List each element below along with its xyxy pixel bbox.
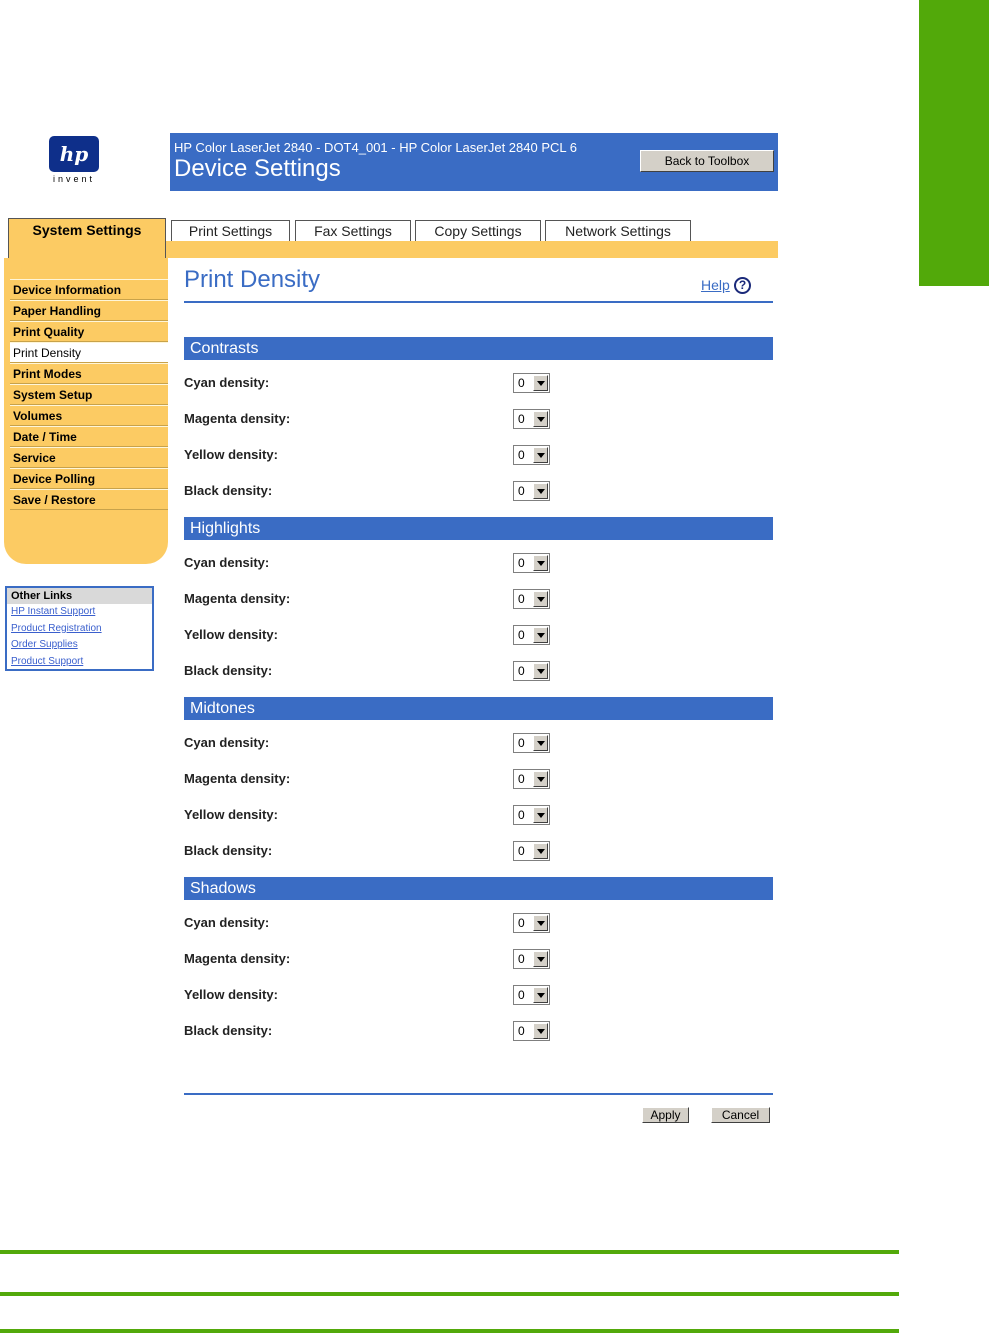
highlights-magenta-select[interactable] bbox=[513, 589, 550, 609]
dropdown-arrow-icon[interactable] bbox=[533, 483, 548, 499]
shadows-cyan-label: Cyan density: bbox=[184, 915, 270, 930]
midtones-black-select[interactable] bbox=[513, 841, 550, 861]
shadows-magenta-select[interactable] bbox=[513, 949, 550, 969]
section-shadows: Shadows bbox=[184, 877, 773, 900]
select-value: 0 bbox=[518, 772, 525, 786]
hp-logo bbox=[48, 136, 100, 184]
tab-copy-settings[interactable]: Copy Settings bbox=[415, 220, 541, 241]
dropdown-arrow-icon[interactable] bbox=[533, 447, 548, 463]
chapter-tab bbox=[919, 0, 989, 286]
select-value: 0 bbox=[518, 592, 525, 606]
tab-fax-settings[interactable]: Fax Settings bbox=[295, 220, 411, 241]
hp-logo-icon: hp bbox=[49, 136, 99, 172]
sidebar-item-device-information[interactable]: Device Information bbox=[10, 279, 168, 300]
select-value: 0 bbox=[518, 916, 525, 930]
dropdown-arrow-icon[interactable] bbox=[533, 627, 548, 643]
dropdown-arrow-icon[interactable] bbox=[533, 1023, 548, 1039]
midtones-magenta-select[interactable] bbox=[513, 769, 550, 789]
footer-divider bbox=[184, 1093, 773, 1095]
page-rule-bottom bbox=[0, 1329, 899, 1333]
midtones-black-label: Black density: bbox=[184, 843, 273, 858]
shadows-black-label: Black density: bbox=[184, 1023, 273, 1038]
contrasts-magenta-label: Magenta density: bbox=[184, 411, 291, 426]
page-rule-middle bbox=[0, 1292, 899, 1296]
sidebar-item-volumes[interactable]: Volumes bbox=[10, 405, 168, 426]
dropdown-arrow-icon[interactable] bbox=[533, 411, 548, 427]
shadows-cyan-select[interactable] bbox=[513, 913, 550, 933]
midtones-cyan-label: Cyan density: bbox=[184, 735, 270, 750]
shadows-magenta-label: Magenta density: bbox=[184, 951, 291, 966]
dropdown-arrow-icon[interactable] bbox=[533, 843, 548, 859]
back-to-toolbox-button[interactable]: Back to Toolbox bbox=[640, 150, 774, 172]
dropdown-arrow-icon[interactable] bbox=[533, 375, 548, 391]
shadows-black-select[interactable] bbox=[513, 1021, 550, 1041]
other-links-box bbox=[5, 586, 154, 671]
highlights-magenta-label: Magenta density: bbox=[184, 591, 291, 606]
midtones-yellow-label: Yellow density: bbox=[184, 807, 278, 822]
sidebar-item-system-setup[interactable]: System Setup bbox=[10, 384, 168, 405]
highlights-black-label: Black density: bbox=[184, 663, 273, 678]
select-value: 0 bbox=[518, 484, 525, 498]
dropdown-arrow-icon[interactable] bbox=[533, 915, 548, 931]
select-value: 0 bbox=[518, 988, 525, 1002]
section-contrasts: Contrasts bbox=[184, 337, 773, 360]
sidebar-item-service[interactable]: Service bbox=[10, 447, 168, 468]
device-name: HP Color LaserJet 2840 - DOT4_001 - HP Color LaserJet 2840 PCL 6 bbox=[174, 140, 577, 155]
select-value: 0 bbox=[518, 628, 525, 642]
contrasts-cyan-select[interactable] bbox=[513, 373, 550, 393]
select-value: 0 bbox=[518, 412, 525, 426]
select-value: 0 bbox=[518, 808, 525, 822]
dropdown-arrow-icon[interactable] bbox=[533, 987, 548, 1003]
contrasts-black-select[interactable] bbox=[513, 481, 550, 501]
midtones-cyan-select[interactable] bbox=[513, 733, 550, 753]
contrasts-yellow-select[interactable] bbox=[513, 445, 550, 465]
highlights-yellow-select[interactable] bbox=[513, 625, 550, 645]
other-links-title: Other Links bbox=[7, 588, 152, 604]
select-value: 0 bbox=[518, 664, 525, 678]
dropdown-arrow-icon[interactable] bbox=[533, 951, 548, 967]
tab-network-settings[interactable]: Network Settings bbox=[545, 220, 691, 241]
tab-system-settings[interactable]: System Settings bbox=[8, 218, 166, 258]
sidebar-item-print-density[interactable]: Print Density bbox=[10, 342, 168, 363]
sidebar-item-device-polling[interactable]: Device Polling bbox=[10, 468, 168, 489]
select-value: 0 bbox=[518, 952, 525, 966]
dropdown-arrow-icon[interactable] bbox=[533, 663, 548, 679]
dropdown-arrow-icon[interactable] bbox=[533, 735, 548, 751]
midtones-yellow-select[interactable] bbox=[513, 805, 550, 825]
highlights-cyan-select[interactable] bbox=[513, 553, 550, 573]
select-value: 0 bbox=[518, 1024, 525, 1038]
highlights-black-select[interactable] bbox=[513, 661, 550, 681]
contrasts-black-label: Black density: bbox=[184, 483, 273, 498]
tab-bar bbox=[0, 218, 778, 258]
select-value: 0 bbox=[518, 844, 525, 858]
logo-tagline: invent bbox=[52, 174, 96, 184]
contrasts-cyan-label: Cyan density: bbox=[184, 375, 270, 390]
highlights-yellow-label: Yellow density: bbox=[184, 627, 278, 642]
header-title: Device Settings bbox=[174, 155, 341, 182]
select-value: 0 bbox=[518, 448, 525, 462]
select-value: 0 bbox=[518, 736, 525, 750]
midtones-magenta-label: Magenta density: bbox=[184, 771, 291, 786]
sidebar-item-print-modes[interactable]: Print Modes bbox=[10, 363, 168, 384]
dropdown-arrow-icon[interactable] bbox=[533, 807, 548, 823]
help-link[interactable]: Help bbox=[701, 277, 730, 293]
shadows-yellow-label: Yellow density: bbox=[184, 987, 278, 1002]
select-value: 0 bbox=[518, 556, 525, 570]
apply-button[interactable]: Apply bbox=[642, 1107, 689, 1123]
sidebar-nav bbox=[10, 279, 168, 510]
select-value: 0 bbox=[518, 376, 525, 390]
dropdown-arrow-icon[interactable] bbox=[533, 591, 548, 607]
contrasts-yellow-label: Yellow density: bbox=[184, 447, 278, 462]
contrasts-magenta-select[interactable] bbox=[513, 409, 550, 429]
sidebar-item-save-restore[interactable]: Save / Restore bbox=[10, 489, 168, 510]
link-product-support[interactable]: Product Support bbox=[11, 655, 84, 667]
sidebar-item-date-time[interactable]: Date / Time bbox=[10, 426, 168, 447]
question-mark-icon[interactable]: ? bbox=[734, 277, 751, 294]
page-title: Print Density bbox=[184, 266, 321, 293]
shadows-yellow-select[interactable] bbox=[513, 985, 550, 1005]
tab-print-settings[interactable]: Print Settings bbox=[171, 220, 290, 241]
dropdown-arrow-icon[interactable] bbox=[533, 771, 548, 787]
section-midtones: Midtones bbox=[184, 697, 773, 720]
sidebar-item-paper-handling[interactable]: Paper Handling bbox=[10, 300, 168, 321]
section-highlights: Highlights bbox=[184, 517, 773, 540]
dropdown-arrow-icon[interactable] bbox=[533, 555, 548, 571]
link-order-supplies[interactable]: Order Supplies bbox=[11, 639, 78, 650]
link-product-registration[interactable]: Product Registration bbox=[11, 622, 102, 634]
highlights-cyan-label: Cyan density: bbox=[184, 555, 270, 570]
page-rule-top bbox=[0, 1250, 899, 1254]
link-hp-instant-support[interactable]: HP Instant Support bbox=[11, 606, 96, 617]
title-divider bbox=[184, 301, 773, 303]
cancel-button[interactable]: Cancel bbox=[711, 1107, 770, 1123]
sidebar-item-print-quality[interactable]: Print Quality bbox=[10, 321, 168, 342]
